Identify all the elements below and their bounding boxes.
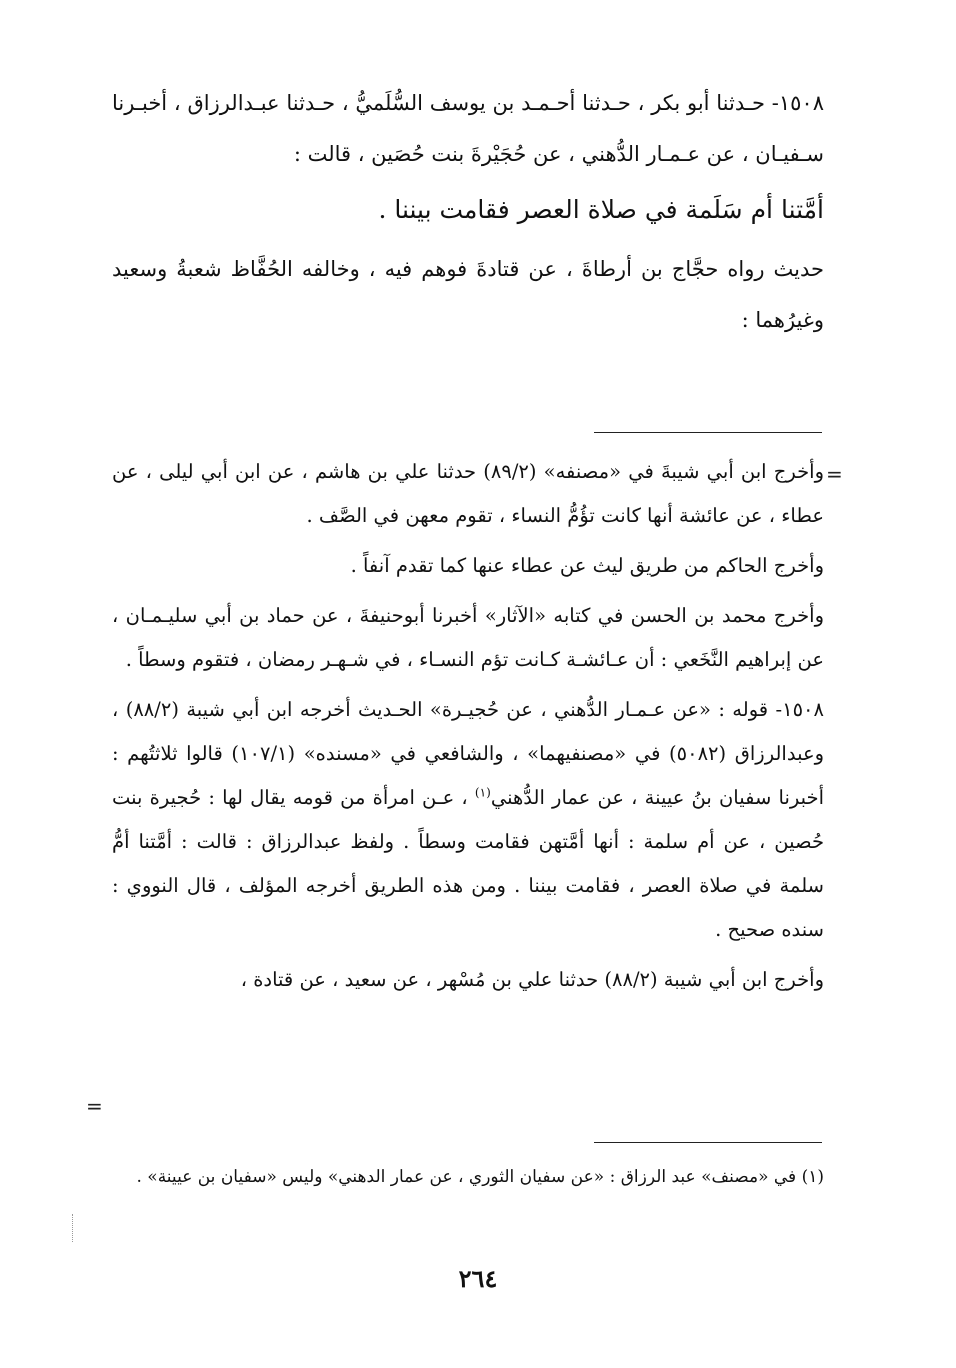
separator-top <box>594 432 822 433</box>
commentary-notes <box>112 450 824 1002</box>
continuation-marker-end: = <box>86 1094 103 1118</box>
note-1508-part2: ، عـن امرأة من قومه يقال لها : حُجيرة بنت حُصين ، عن أم سلمة : أنها أمَّتهن فقامت وسطاً . ولفظ عبدالرزاق : قالت : أمَّتنا أمُّ سلمة في صلاة العصر ، فقامت بيننا . ومن هذه الطريق أخرجه المؤلف ، قال النووي : سنده صحيح . <box>112 786 824 941</box>
note-ibn-abi-shaybah: وأخرج ابن أبي شيبةَ في «مصنفه» (٨٩/٢) حدثنا علي بن هاشم ، عن ابن أبي ليلى ، عن عطاء ، عن عائشة أنها كانت تؤُمُّ النساء ، تقوم معهن في الصَّف . <box>112 460 824 527</box>
note-ibn-abi-shaybah-2: وأخرج ابن أبي شيبة (٨٨/٢) حدثنا علي بن مُسْهر ، عن سعيد ، عن قتادة ، <box>240 968 824 991</box>
footnotes <box>112 1158 824 1196</box>
note-1508-part1: ١٥٠٨- قوله : «عن عـمـار الدُّهني ، عن حُجيـرة» الحـديث أخرجه ابن أبي شيبة (٨٨/٢) ، وعبدالرزاق (٥٠٨٢) في «مصنفيهما» ، والشافعي في «مسنده» (١٠٧/١) قالوا ثلاثتُهم : أخبرنا سفيان بنُ عيينة ، عن عمار الدُّهني <box>112 698 825 809</box>
page-number: ٢٦٤ <box>458 1264 498 1293</box>
main-text <box>112 78 824 346</box>
hadith-commentary: حديث رواه حجَّاج بن أرطاةَ ، عن قتادةَ فوهم فيه ، وخالفه الحُفَّاظ شعبةُ وسعيد وغيرُهما : <box>112 257 824 332</box>
footnote-1: (١) في «مصنف» عبد الرزاق : «عن سفيان الثوري ، عن عمار الدهني» وليس «سفيان بن عيينة» . <box>136 1167 824 1187</box>
hadith-1508-isnad: ١٥٠٨- حـدثنا أبو بكر ، حـدثنا أحـمـد بن يوسف السُّلَميُّ ، حـدثنا عبـدالرزاق ، أخبـرنا سـفيـان ، عن عـمـار الدُّهني ، عن حُجَيْرةَ بنت حُصَين ، قالت : <box>112 91 824 166</box>
note-muhammad-ibn-hasan: وأخرج محمد بن الحسن في كتابه «الآثار» أخبرنا أبوحنيفةَ ، عن حماد بن أبي سليـمـان ، عن إبراهيم النَّخَعي : أن عـائشـة كـانت تؤم النسـاء ، في شـهـر رمضان ، فتقوم وسطاً . <box>112 604 824 671</box>
hadith-1508-matn: أمَّتنا أم سَلَمة في صلاة العصر فقامت بيننا . <box>378 195 824 224</box>
note-1508 <box>112 688 824 952</box>
note-hakim: وأخرج الحاكم من طريق ليث عن عطاء عنها كما تقدم آنفاً . <box>350 554 824 577</box>
continuation-marker-start: = <box>826 462 843 486</box>
footnote-ref: (١) <box>474 785 491 800</box>
margin-mark <box>72 1214 75 1242</box>
separator-footnote <box>594 1142 822 1143</box>
